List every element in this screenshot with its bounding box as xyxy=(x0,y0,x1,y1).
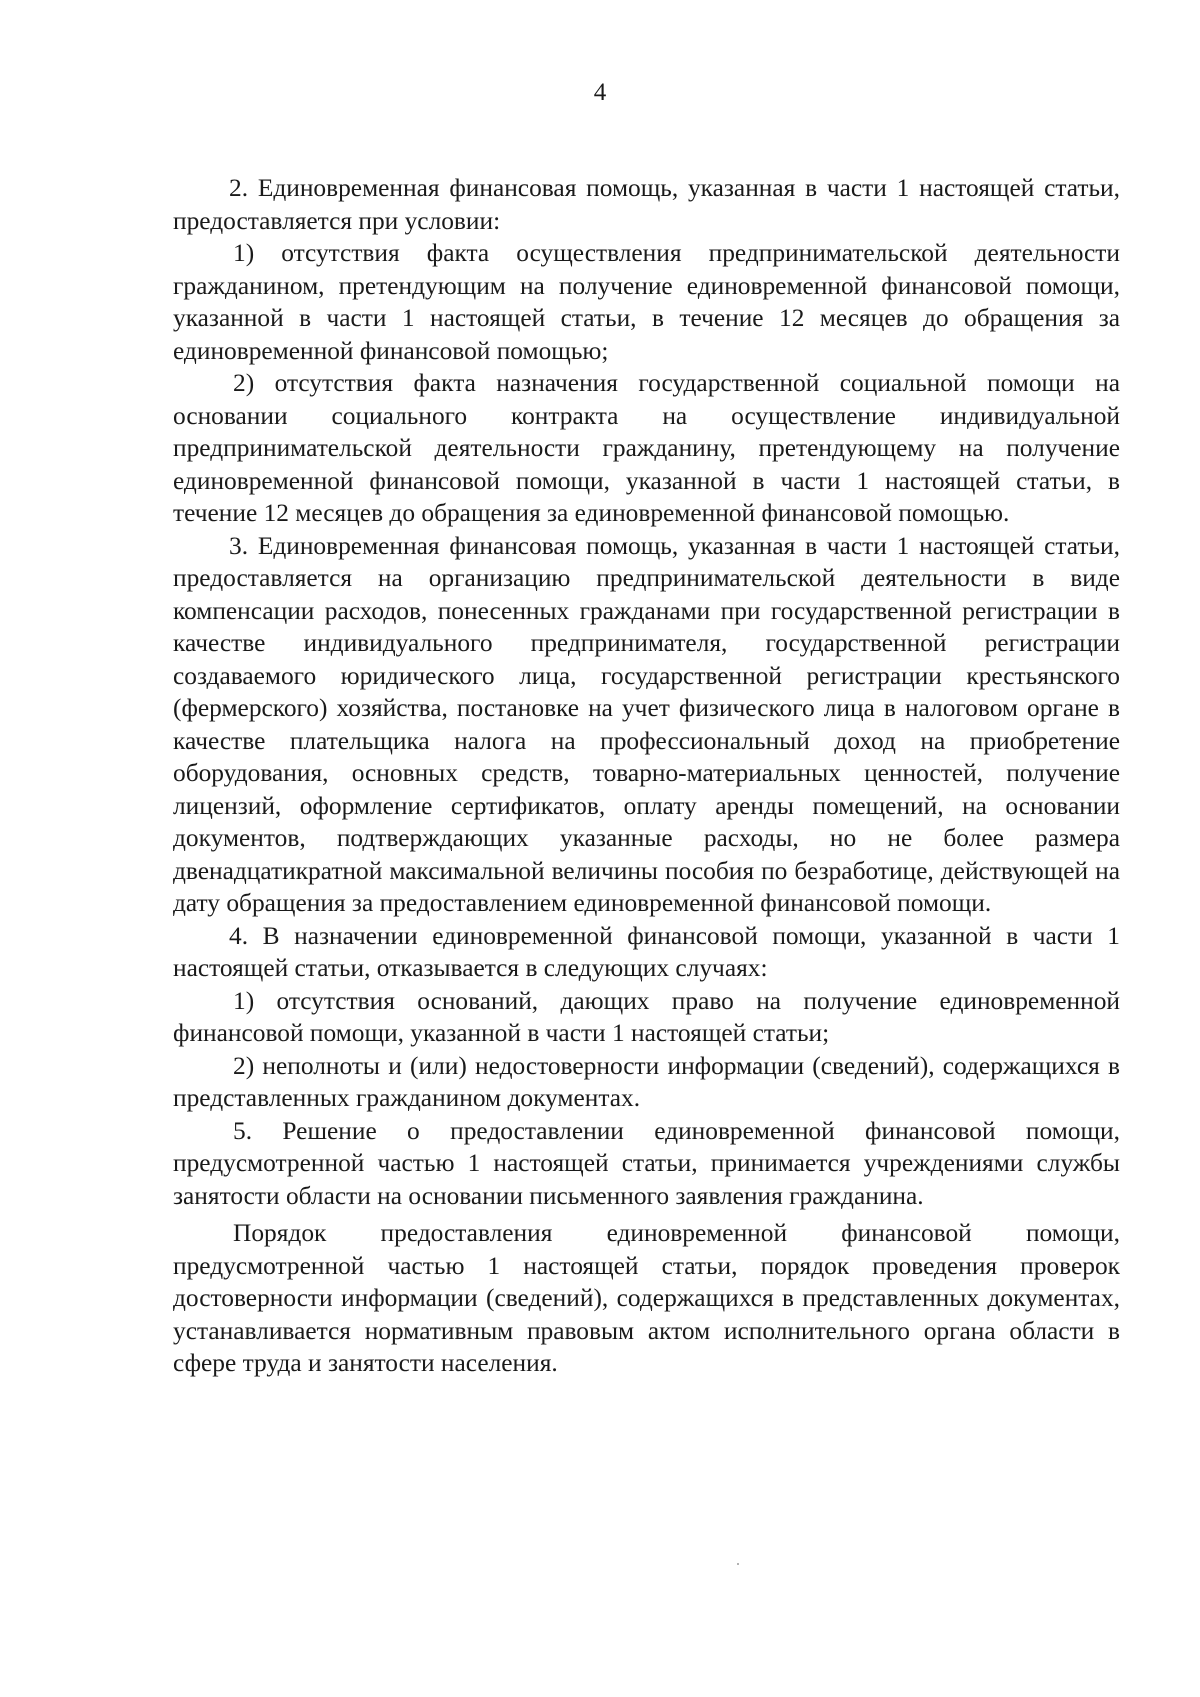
subparagraph-2-1: 1) отсутствия факта осуществления предпринимательской деятельности гражданином, претендующим на получение единовременной финансовой помощи, указанной в части 1 настоящей статьи, в течение 12 месяцев до обращения за единовременной финансовой помощью; xyxy=(173,239,1120,365)
scan-speck xyxy=(737,1563,739,1565)
paragraph-item-4: 4. В назначении единовременной финансовой помощи, указанной в части 1 настоящей статьи, отказывается в следующих случаях: xyxy=(173,921,1120,982)
page-number: 4 xyxy=(593,79,607,106)
paragraph-item-5: 5. Решение о предоставлении единовременной финансовой помощи, предусмотренной частью 1 настоящей статьи, принимается учреждениями службы занятости области на основании письменного заявления гражданина. xyxy=(173,1116,1120,1210)
subparagraph-2-2: 2) отсутствия факта назначения государственной социальной помощи на основании социального контракта на осуществление индивидуальной предпринимательской деятельности гражданину, претендующему на получение единовременной финансовой помощи, указанной в части 1 настоящей статьи, в течение 12 месяцев до обращения за единовременной финансовой помощью. xyxy=(173,369,1120,527)
paragraph-item-2: 2. Единовременная финансовая помощь, указанная в части 1 настоящей статьи, предоставляется при условии: xyxy=(173,174,1120,235)
document-body xyxy=(173,172,1120,1380)
paragraph-procedure: Порядок предоставления единовременной финансовой помощи, предусмотренной частью 1 настоящей статьи, порядок проведения проверок достоверности информации (сведений), содержащихся в представленных документах, устанавливается нормативным правовым актом исполнительного органа области в сфере труда и занятости населения. xyxy=(173,1219,1120,1377)
paragraph-item-3: 3. Единовременная финансовая помощь, указанная в части 1 настоящей статьи, предоставляется на организацию предпринимательской деятельности в виде компенсации расходов, понесенных гражданами при государственной регистрации в качестве индивидуального предпринимателя, государственной регистрации создаваемого юридического лица, государственной регистрации крестьянского (фермерского) хозяйства, постановке на учет физического лица в налоговом органе в качестве плательщика налога на профессиональный доход на приобретение оборудования, основных средств, товарно-материальных ценностей, получение лицензий, оформление сертификатов, оплату аренды помещений, на основании документов, подтверждающих указанные расходы, но не более размера двенадцатикратной максимальной величины пособия по безработице, действующей на дату обращения за предоставлением единовременной финансовой помощи. xyxy=(173,531,1120,917)
subparagraph-4-1: 1) отсутствия оснований, дающих право на получение единовременной финансовой помощи, указанной в части 1 настоящей статьи; xyxy=(173,986,1120,1047)
subparagraph-4-2: 2) неполноты и (или) недостоверности информации (сведений), содержащихся в представленных гражданином документах. xyxy=(173,1051,1120,1112)
